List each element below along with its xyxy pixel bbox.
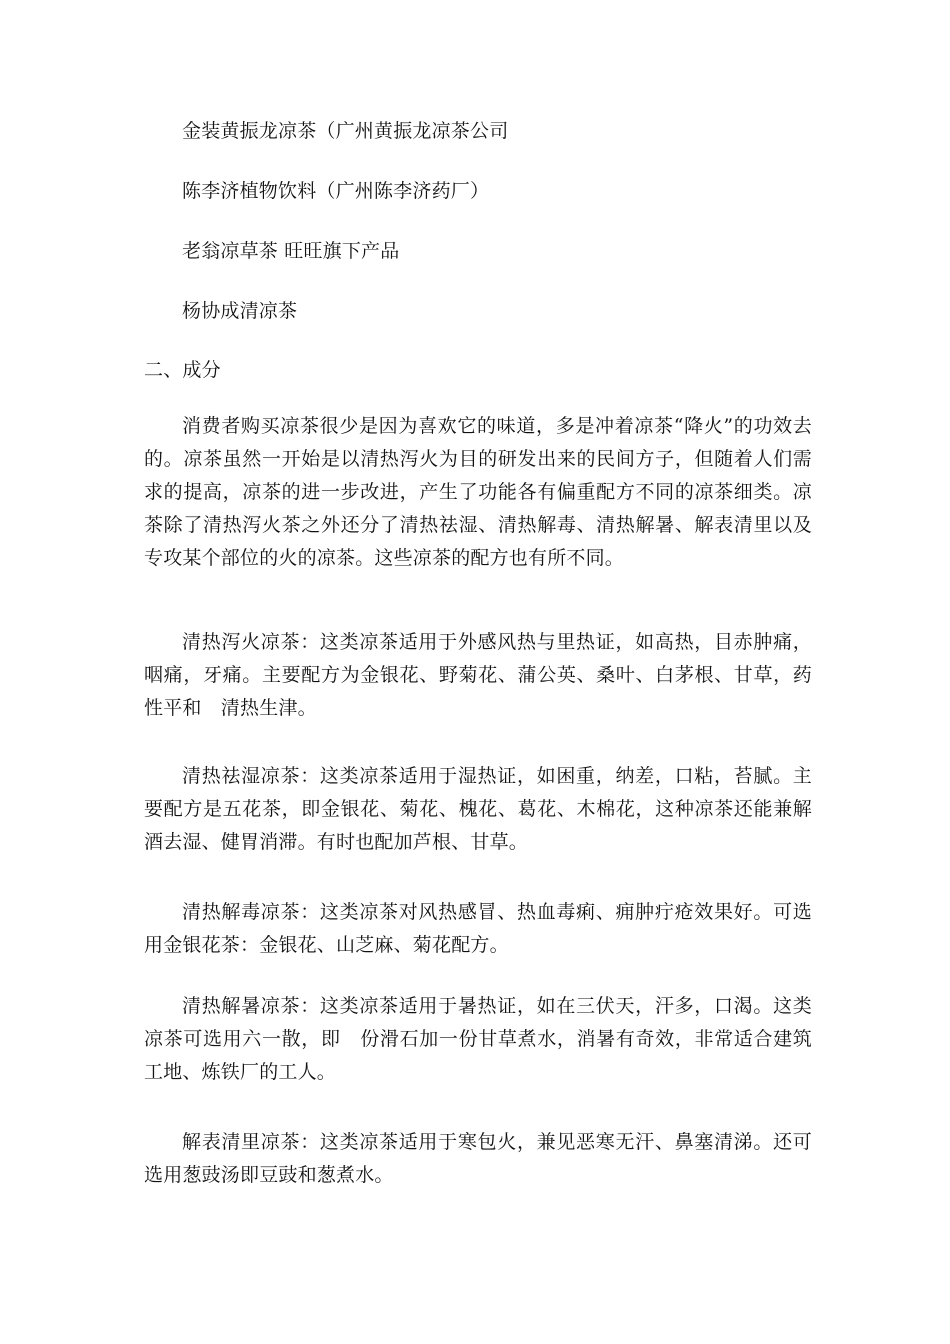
brand-item-yangxiecheng: 杨协成清凉茶 [182, 300, 298, 322]
paragraph-qingre-jiedu: 清热解毒凉茶：这类凉茶对风热感冒、热血毒痢、痈肿疔疮效果好。可选用金银花茶：金银花、山芝麻、菊花配方。 [144, 901, 812, 956]
paragraph-qingre-xiehuo: 清热泻火凉茶：这类凉茶适用于外感风热与里热证，如高热，目赤肿痛，咽痛，牙痛。主要配方为金银花、野菊花、蒲公英、桑叶、白茅根、甘草，药性平和 清热生津。 [144, 631, 812, 719]
brand-item-chenliji: 陈李济植物饮料（广州陈李济药厂） [182, 180, 490, 202]
brand-item-laoweng: 老翁凉草茶 旺旺旗下产品 [182, 240, 400, 262]
brand-item-huangzhenlong: 金装黄振龙凉茶（广州黄振龙凉茶公司 [182, 120, 509, 142]
paragraph-intro: 消费者购买凉茶很少是因为喜欢它的味道，多是冲着凉茶“降火”的功效去的。凉茶虽然一开始是以清热泻火为目的研发出来的民间方子，但随着人们需求的提高，凉茶的进一步改进，产生了功能各有偏重配方不同的凉茶细类。凉茶除了清热泻火茶之外还分了清热祛湿、清热解毒、清热解暑、解表清里以及专攻某个部位的火的凉茶。这些凉茶的配方也有所不同。 [144, 415, 812, 569]
paragraph-qingre-qushi: 清热祛湿凉茶：这类凉茶适用于湿热证，如困重，纳差，口粘，苔腻。主要配方是五花茶，即金银花、菊花、槐花、葛花、木棉花，这种凉茶还能兼解酒去湿、健胃消滞。有时也配加芦根、甘草。 [144, 765, 812, 853]
paragraph-qingre-jieshu: 清热解暑凉茶：这类凉茶适用于暑热证，如在三伏天，汗多，口渴。这类凉茶可选用六一散，即 份滑石加一份甘草煮水，消暑有奇效，非常适合建筑工地、炼铁厂的工人。 [144, 995, 812, 1083]
section-heading-ingredients: 二、成分 [144, 359, 221, 381]
paragraph-jiebiao-qingli: 解表清里凉茶：这类凉茶适用于寒包火，兼见恶寒无汗、鼻塞清涕。还可选用葱豉汤即豆豉和葱煮水。 [144, 1131, 812, 1186]
